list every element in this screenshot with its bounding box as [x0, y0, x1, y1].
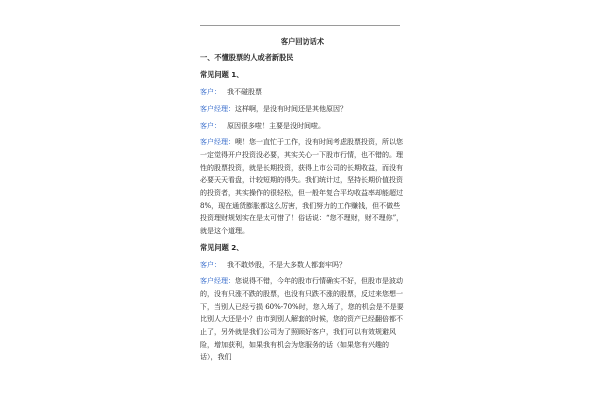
document-page: [200, 36, 405, 364]
speaker-label: 客户：: [200, 88, 221, 97]
speaker-label: 客户经理：: [200, 277, 235, 286]
dialogue-text: 原因很多啦！主要是没时间啦。: [227, 121, 325, 130]
dialogue-text: 这样啊，是没有时间还是其他原因？: [235, 104, 347, 113]
speaker-label: 客户：: [200, 121, 221, 130]
dialogue-text: 我不碰股票: [227, 88, 262, 97]
dialogue-text: 您说得不错，今年的股市行情确实不好，但股市是波动的，没有只涨不跌的股票，也没有只跌不涨的股票，反过来您想一下，当别人已经亏损 60%-70%时，您入场了，您的机会是不是要比别人大还是小？由市到别人解套的时候，您的资产已经翻倍都不止了，另外就是我们公司为了照顾好客户，我们可以有效规避风险，增加获利，如果我有机会为您服务的话（如果您有兴趣的话），我们: [200, 277, 404, 362]
dialogue-line: [200, 120, 405, 133]
dialogue-text: 噢！您一直忙于工作，没有时间考虑股票投资，所以您一定觉得开户投资没必要，其实关心一下股市行情，也不错的。理性的股票投资，就是长期投资，获得上市公司的长期收益，而没有必要天天看盘，计较短期的得失。我们统计过，坚持长期价值投资的投资者，其实操作的很轻松，但一般年复合平均收益率却能超过 8%，现在通货膨胀都这么厉害，我们努力的工作赚钱，但不做些投资理财规划实在是太可惜了！俗话说：“您不理财，财不理你”，就是这个道理。: [200, 138, 404, 236]
speaker-label: 客户：: [200, 260, 221, 269]
question-2-heading: 常见问题 2、: [200, 242, 244, 252]
section-heading: 一、不懂股票的人或者新股民: [200, 52, 294, 62]
dialogue-line: [200, 86, 405, 99]
dialogue-line: [200, 136, 405, 238]
speaker-label: 客户经理：: [200, 104, 235, 113]
document-title: 客户回访话术: [280, 37, 325, 46]
header-rule: [200, 25, 400, 26]
question-1-heading: 常见问题 1、: [200, 70, 244, 80]
dialogue-text: 我不敢炒股，不是大多数人都套牢吗？: [227, 260, 346, 269]
dialogue-line: [200, 275, 405, 364]
speaker-label: 客户经理：: [200, 138, 235, 147]
dialogue-line: [200, 259, 405, 272]
dialogue-line: [200, 103, 405, 116]
